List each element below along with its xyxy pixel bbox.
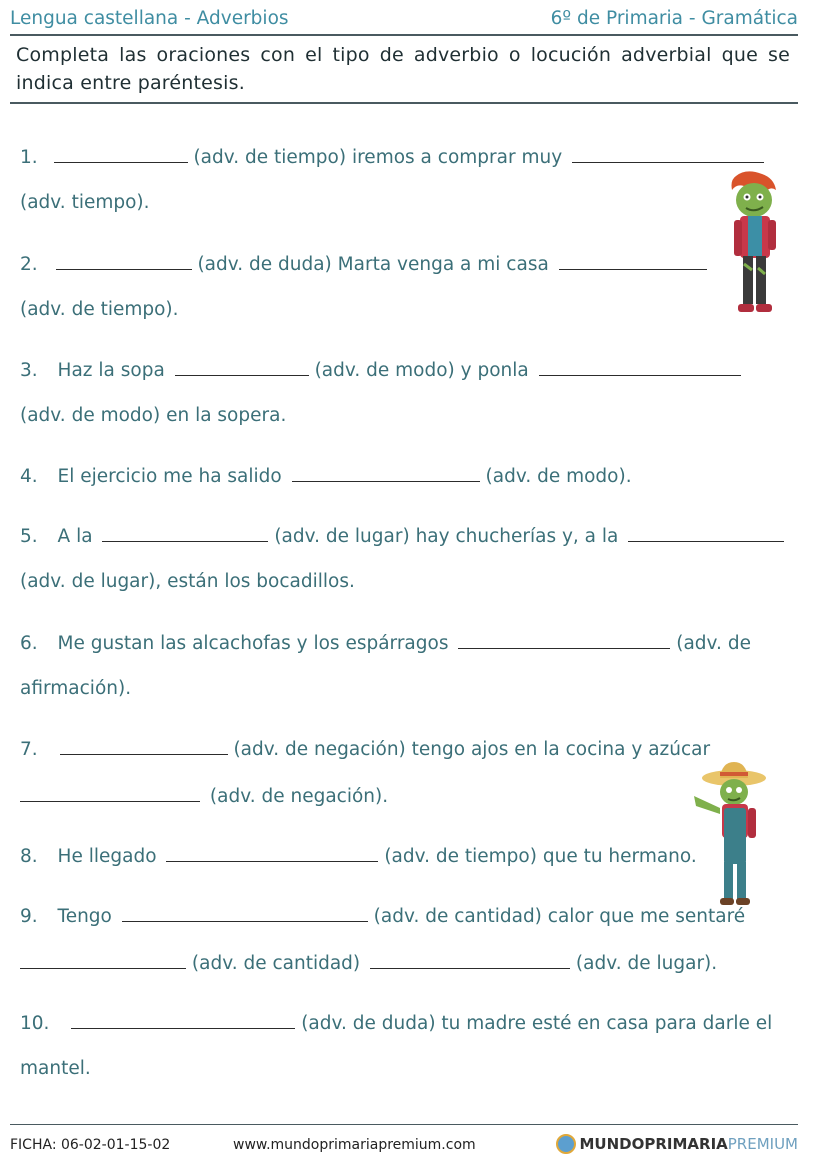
answer-blank[interactable] xyxy=(54,145,188,163)
subject-title: Lengua castellana - Adverbios xyxy=(10,8,289,29)
exercise-number: 3. xyxy=(20,360,38,381)
answer-blank[interactable] xyxy=(166,844,378,862)
page-header xyxy=(10,4,798,36)
exercise-text: (adv. de negación) tengo ajos en la cocina y azúcar xyxy=(233,739,711,760)
exercise-text: (adv. de lugar) hay chucherías y, a la xyxy=(274,526,619,547)
exercise-number: 1. xyxy=(20,147,38,168)
exercise-text: (adv. de modo) en la sopera. xyxy=(20,405,287,426)
exercise-number: 2. xyxy=(20,254,38,275)
exercise-number: 6. xyxy=(20,633,38,654)
exercise-text: afirmación). xyxy=(20,678,132,699)
exercise-1-line-1 xyxy=(20,145,764,169)
grade-title: 6º de Primaria - Gramática xyxy=(550,8,798,29)
exercise-5-line-2 xyxy=(20,570,355,594)
exercise-number: 7. xyxy=(20,739,38,760)
exercise-number: 8. xyxy=(20,846,38,867)
exercise-8-line-1 xyxy=(20,844,697,868)
answer-blank[interactable] xyxy=(175,358,309,376)
answer-blank[interactable] xyxy=(20,784,200,802)
answer-blank[interactable] xyxy=(559,252,707,270)
exercise-text: (adv. de duda) Marta venga a mi casa xyxy=(197,254,549,275)
answer-blank[interactable] xyxy=(628,524,784,542)
exercise-7-line-1 xyxy=(20,737,710,761)
exercise-text: (adv. de modo). xyxy=(485,466,632,487)
scarecrow-zombie-illustration xyxy=(690,762,770,908)
exercise-4-line-1 xyxy=(20,464,632,488)
exercise-2-line-2 xyxy=(20,298,179,322)
exercise-text: (adv. de cantidad) calor que me sentaré xyxy=(373,906,746,927)
answer-blank[interactable] xyxy=(56,252,192,270)
answer-blank[interactable] xyxy=(572,145,764,163)
exercise-text: He llegado xyxy=(57,846,157,867)
exercise-1-line-2 xyxy=(20,191,150,215)
exercise-text: (adv. de cantidad) xyxy=(191,953,361,974)
exercise-10-line-1 xyxy=(20,1011,772,1035)
exercise-2-line-1 xyxy=(20,252,707,276)
answer-blank[interactable] xyxy=(292,464,480,482)
answer-blank[interactable] xyxy=(370,951,570,969)
exercise-text: (adv. de lugar). xyxy=(575,953,718,974)
exercise-number: 9. xyxy=(20,906,38,927)
answer-blank[interactable] xyxy=(102,524,268,542)
exercise-text: A la xyxy=(57,526,93,547)
worksheet-code: FICHA: 06-02-01-15-02 xyxy=(10,1137,171,1153)
divider xyxy=(10,102,798,104)
exercise-text: (adv. de negación). xyxy=(209,786,389,807)
exercise-text: (adv. de duda) tu madre esté en casa para darle el xyxy=(301,1013,773,1034)
exercise-number: 5. xyxy=(20,526,38,547)
answer-blank[interactable] xyxy=(458,631,670,649)
exercise-9-line-2 xyxy=(20,951,717,975)
answer-blank[interactable] xyxy=(20,951,186,969)
exercise-9-line-1 xyxy=(20,904,745,928)
exercise-text: mantel. xyxy=(20,1058,91,1079)
exercise-7-line-2 xyxy=(20,784,388,808)
exercise-text: (adv. de xyxy=(676,633,751,654)
answer-blank[interactable] xyxy=(539,358,741,376)
instructions: Completa las oraciones con el tipo de adverbio o locución adverbial que se indica entre paréntesis. xyxy=(16,44,790,94)
brand-name: MUNDOPRIMARIA xyxy=(579,1135,728,1153)
exercise-text: Me gustan las alcachofas y los espárragos xyxy=(57,633,449,654)
exercise-6-line-1 xyxy=(20,631,751,655)
exercise-10-line-2 xyxy=(20,1057,91,1081)
exercise-3-line-1 xyxy=(20,358,741,382)
exercise-3-line-2 xyxy=(20,404,286,428)
exercise-6-line-2 xyxy=(20,677,131,701)
answer-blank[interactable] xyxy=(71,1011,295,1029)
footer-divider xyxy=(10,1124,798,1125)
answer-blank[interactable] xyxy=(60,737,228,755)
exercise-text: (adv. de tiempo). xyxy=(20,299,179,320)
globe-icon xyxy=(556,1134,576,1154)
exercise-5-line-1 xyxy=(20,524,784,548)
exercise-number: 4. xyxy=(20,466,38,487)
brand-premium: PREMIUM xyxy=(727,1135,798,1153)
brand-logo xyxy=(556,1134,799,1154)
exercise-text: (adv. de modo) y ponla xyxy=(314,360,529,381)
exercise-text: Tengo xyxy=(57,906,112,927)
exercise-text: (adv. de tiempo) que tu hermano. xyxy=(384,846,697,867)
exercise-text: (adv. de lugar), están los bocadillos. xyxy=(20,571,355,592)
zombie-illustration xyxy=(718,170,790,316)
website-link[interactable]: www.mundoprimariapremium.com xyxy=(233,1137,476,1153)
exercise-text: (adv. de tiempo) iremos a comprar muy xyxy=(193,147,563,168)
answer-blank[interactable] xyxy=(122,904,368,922)
exercise-text: Haz la sopa xyxy=(57,360,165,381)
exercise-number: 10. xyxy=(20,1013,50,1034)
exercise-text: El ejercicio me ha salido xyxy=(57,466,282,487)
exercise-text: (adv. tiempo). xyxy=(20,192,150,213)
